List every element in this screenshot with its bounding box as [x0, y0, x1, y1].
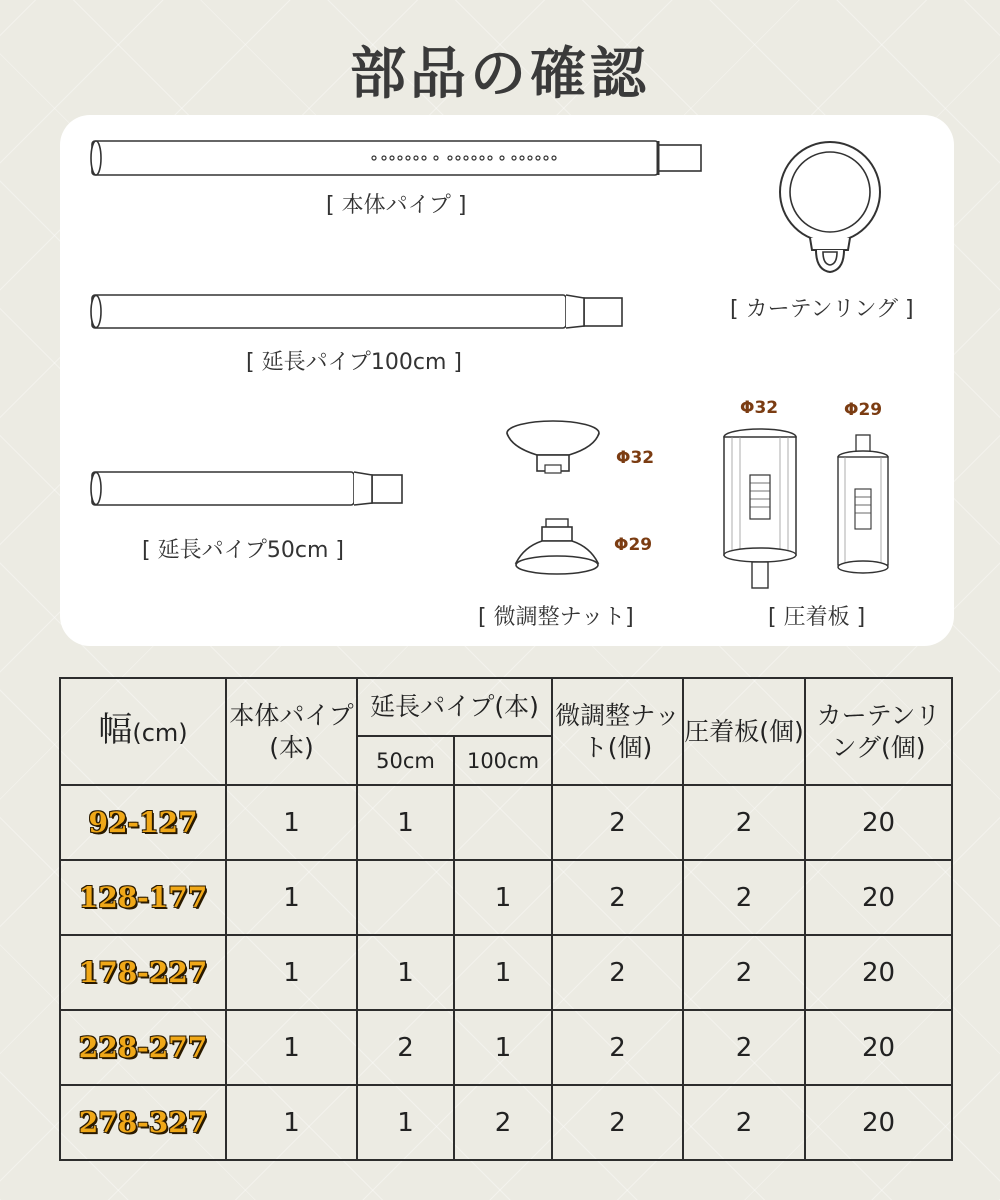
table-row: [60, 935, 952, 1010]
pressure-plate-29-illustration: [834, 433, 894, 578]
pressure-plate-count: 2: [683, 785, 805, 860]
ext-100-count: 1: [454, 935, 552, 1010]
curtain-ring-count: 20: [805, 785, 952, 860]
header-ext-50: 50cm: [357, 736, 454, 785]
table-row: [60, 1085, 952, 1160]
ext-50-count: 2: [357, 1010, 454, 1085]
main-pipe-count: 1: [226, 935, 357, 1010]
main-pipe-illustration: [88, 137, 708, 185]
main-pipe-count: 1: [226, 1010, 357, 1085]
adjust-nut-count: 2: [552, 1085, 683, 1160]
width-range-cell: 178-227: [60, 935, 226, 1010]
header-main-pipe: 本体パイプ(本): [226, 678, 357, 785]
page-title: 部品の確認: [350, 41, 650, 107]
adjust-nut-32-illustration: [505, 415, 605, 485]
ext-100-count: 2: [454, 1085, 552, 1160]
main-pipe-count: 1: [226, 1085, 357, 1160]
adjust-nut-count: 2: [552, 860, 683, 935]
header-width: [60, 678, 226, 785]
pressure-plate-32-illustration: [720, 425, 800, 590]
pressure-plate-phi32-label: Φ32: [740, 398, 779, 418]
extension-pipe-100-illustration: [88, 292, 628, 334]
width-range-cell: 92-127: [60, 785, 226, 860]
adjust-nut-29-illustration: [512, 515, 602, 580]
ext-50-count: 1: [357, 935, 454, 1010]
extension-pipe-100-label: [ 延長パイプ100cm ]: [246, 350, 463, 375]
header-curtain-ring: カーテンリング(個): [805, 678, 952, 785]
header-width-unit: (cm): [132, 719, 188, 747]
header-pressure-plate: 圧着板(個): [683, 678, 805, 785]
curtain-ring-illustration: [776, 140, 886, 280]
parts-panel: [60, 115, 954, 646]
main-pipe-count: 1: [226, 860, 357, 935]
adjust-nut-count: 2: [552, 935, 683, 1010]
pressure-plate-count: 2: [683, 1085, 805, 1160]
extension-pipe-50-label: [ 延長パイプ50cm ]: [142, 538, 345, 563]
adjust-nut-count: 2: [552, 1010, 683, 1085]
curtain-ring-count: 20: [805, 860, 952, 935]
ext-100-count: [454, 785, 552, 860]
curtain-ring-count: 20: [805, 1010, 952, 1085]
adjust-nut-count: 2: [552, 785, 683, 860]
table-row: [60, 785, 952, 860]
header-adjust-nut: 微調整ナット(個): [552, 678, 683, 785]
pressure-plate-count: 2: [683, 935, 805, 1010]
width-range-cell: 228-277: [60, 1010, 226, 1085]
table-row: [60, 860, 952, 935]
extension-pipe-50-illustration: [88, 469, 408, 511]
adjust-nut-phi29-label: Φ29: [614, 535, 653, 555]
curtain-ring-label: [ カーテンリング ]: [730, 297, 914, 322]
main-pipe-count: 1: [226, 785, 357, 860]
pressure-plate-count: 2: [683, 860, 805, 935]
table-row: [60, 1010, 952, 1085]
ext-100-count: 1: [454, 860, 552, 935]
main-pipe-label: [ 本体パイプ ]: [326, 193, 467, 218]
ext-50-count: 1: [357, 785, 454, 860]
header-width-text: 幅: [98, 710, 133, 750]
header-extension-pipe: 延長パイプ(本): [357, 678, 552, 736]
table-header-row: [60, 678, 952, 736]
adjust-nut-label: [ 微調整ナット]: [478, 605, 634, 630]
pressure-plate-label: [ 圧着板 ]: [768, 605, 866, 630]
width-range-cell: 278-327: [60, 1085, 226, 1160]
curtain-ring-count: 20: [805, 935, 952, 1010]
ext-50-count: [357, 860, 454, 935]
ext-50-count: 1: [357, 1085, 454, 1160]
curtain-ring-count: 20: [805, 1085, 952, 1160]
ext-100-count: 1: [454, 1010, 552, 1085]
pressure-plate-phi29-label: Φ29: [844, 400, 883, 420]
parts-quantity-table: [59, 677, 953, 1161]
width-range-cell: 128-177: [60, 860, 226, 935]
pressure-plate-count: 2: [683, 1010, 805, 1085]
adjust-nut-phi32-label: Φ32: [616, 448, 655, 468]
header-ext-100: 100cm: [454, 736, 552, 785]
